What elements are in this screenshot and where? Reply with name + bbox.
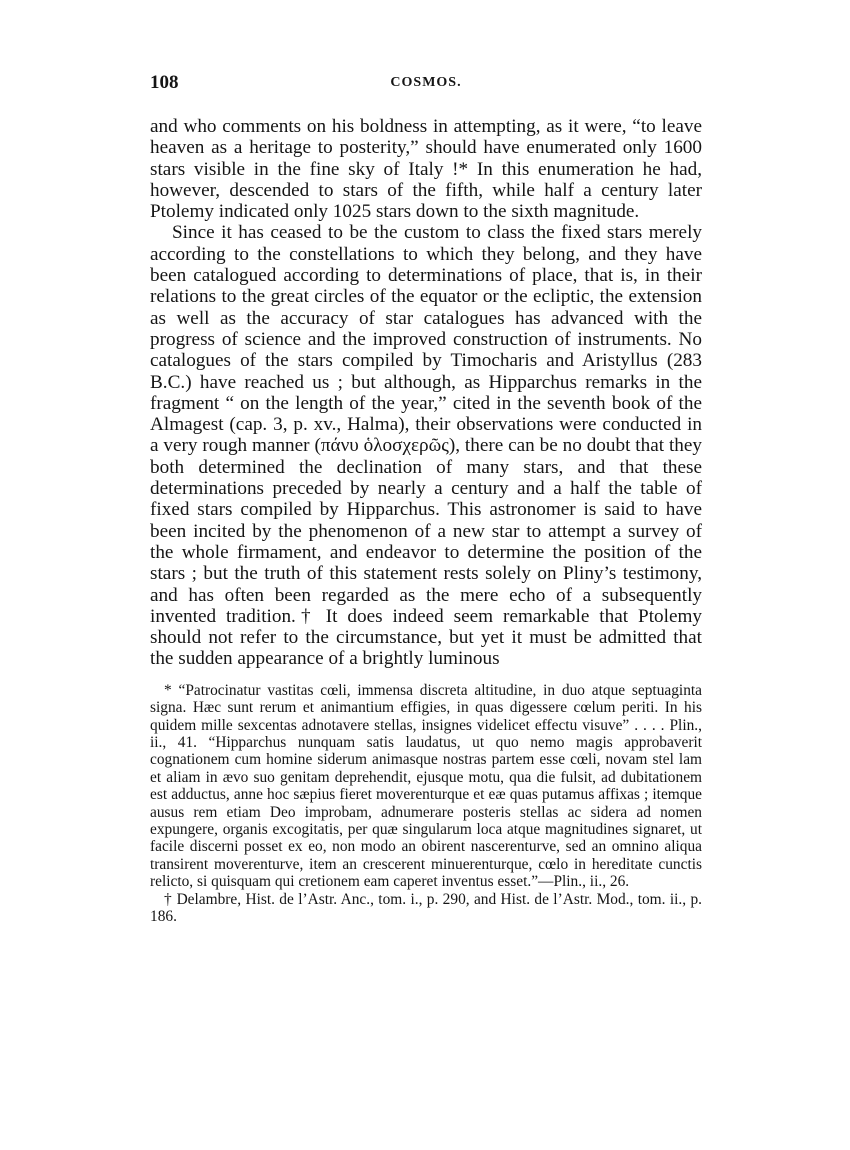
running-title: COSMOS. — [390, 75, 462, 90]
page-number: 108 — [150, 72, 179, 93]
paragraph-continued: and who comments on his boldness in attempting, as it were, “to leave heaven as a heritage to posterity,” should have enumerated only 1600 stars visible in the fine sky of Italy !* In this enumeration he had, however, descended to stars of the fifth, while half a century later Ptolemy indicated only 1025 stars down to the sixth magnitude. — [150, 116, 702, 223]
running-head — [150, 72, 702, 102]
footnotes — [150, 682, 702, 926]
footnote-pliny: * “Patrocinatur vastitas cœli, immensa discreta altitudine, in duo atque septuaginta signa. Hæc sunt rerum et animantium effigies, in quas digessere cœlum periti. In his quidem mille sexcentas adnotavere stellas, insignes videlicet effectu visuve” . . . . Plin., ii., 41. “Hipparchus nunquam satis laudatus, ut quo nemo magis approbaverit cognationem cum homine siderum animasque nostras partem esse cœli, novam stel lam et aliam in ævo suo genitam deprehendit, ejusque motu, qua die fulsit, ad dubitationem est adductus, anne hoc sæpius fieret moverenturque et eæ quas putamus affixas ; itemque ausus rem etiam Deo improbam, adnumerare posteris stellas ac sidera ad nomen expungere, organis excogitatis, per quæ singularum loca atque magnitudines signaret, ut facile discerni posset ex eo, non modo an obirent nascerenturve, sed an omnino aliqua transirent moverenturve, item an crescerent minuerenturque, cœlo in hereditate cunctis relicto, si quisquam qui cretionem eam caperet inventus esset.”—Plin., ii., 26. — [150, 681, 702, 891]
body-text — [150, 116, 702, 670]
paragraph-star-catalogues: Since it has ceased to be the custom to class the fixed stars merely according to the constellations to which they belong, and they have been catalogued according to determinations of place, that is, in their relations to the great circles of the equator or the ecliptic, the extension as well as the accuracy of star catalogues has advanced with the progress of science and the improved construction of instruments. No catalogues of the stars compiled by Timocharis and Aristyllus (283 B.C.) have reached us ; but although, as Hipparchus remarks in the fragment “ on the length of the year,” cited in the seventh book of the Almagest (cap. 3, p. xv., Halma), their observations were conducted in a very rough manner (πάνυ ὁλοσχερῶς), there can be no doubt that they both determined the declination of many stars, and that these determinations preceded by nearly a century and a half the table of fixed stars compiled by Hipparchus. This astronomer is said to have been incited by the phenomenon of a new star to attempt a survey of the whole firmament, and endeavor to determine the position of the stars ; but the truth of this statement rests solely on Pliny’s testimony, and has often been regarded as the mere echo of a subsequently invented tradition.† It does indeed seem remarkable that Ptolemy should not refer to the circumstance, but yet it must be admitted that the sudden appearance of a brightly luminous — [150, 222, 702, 670]
book-page — [150, 72, 702, 925]
footnote-delambre: † Delambre, Hist. de l’Astr. Anc., tom. i., p. 290, and Hist. de l’Astr. Mod., tom. ii., p. 186. — [150, 890, 702, 925]
